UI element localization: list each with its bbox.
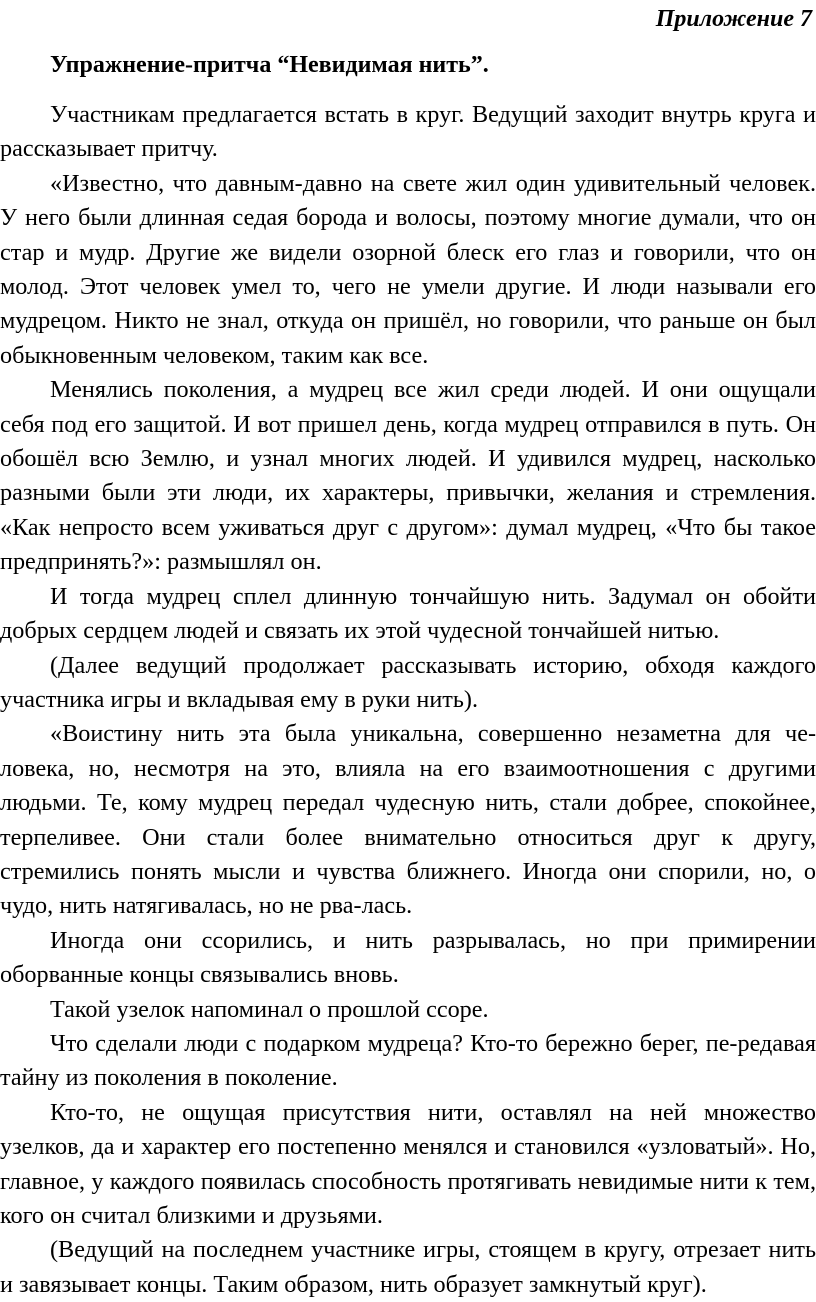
paragraph-quarrels: Иногда они ссорились, и нить разрывалась, но при примирении оборванные концы связывались вновь. — [0, 926, 816, 989]
paragraph-gift-question: Что сделали люди с подарком мудреца? Кто-то бережно берег, пе-редавая тайну из поколения в поколение. — [0, 1029, 816, 1092]
paragraph-closing-instruction: (Ведущий на последнем участнике игры, стоящем в кругу, отрезает нить и завязывает концы. Таким образом, нить образует замкнутый круг). — [0, 1236, 816, 1298]
document-body — [0, 98, 816, 1302]
appendix-label: Приложение 7 — [655, 6, 812, 32]
paragraph-thread-woven: И тогда мудрец сплел длинную тончайшую нить. Задумал он обойти добрых сердцем людей и связать их этой чудесной тончайшей нитью. — [0, 582, 816, 645]
paragraph-knotty-character: Кто-то, не ощущая присутствия нити, оставлял на ней множество узелков, да и характер его постепенно менялся и становился «узловатый». Но, главное, у каждого появилась способность протягивать невидимые нити к тем, кого он считал близкими и друзьями. — [0, 1098, 816, 1229]
paragraph-sage-description: «Известно, что давным-давно на свете жил один удивительный человек. У него были длинная седая борода и волосы, поэтому многие думали, что он стар и мудр. Другие же видели озорной блеск его глаз и говорили, что он молод. Этот человек умел то, чего не умели другие. И люди называли его мудрецом. Никто не знал, откуда он пришёл, но говорили, что раньше он был обыкновенным человеком, таким как все. — [0, 169, 816, 369]
paragraph-leader-instruction: (Далее ведущий продолжает рассказывать историю, обходя каждого участника игры и вкладывая ему в руки нить). — [0, 651, 816, 713]
paragraph-generations: Менялись поколения, а мудрец все жил среди людей. И они ощущали себя под его защитой. И вот пришел день, когда мудрец отправился в путь. Он обошёл всю Землю, и узнал многих людей. И удивился мудрец, насколько разными были эти люди, их характеры, привычки, желания и стремления. «Как непросто всем уживаться друг с другом»: думал мудрец, «Что бы такое предпринять?»: размышлял он. — [0, 376, 816, 576]
exercise-title: Упражнение-притча “Невидимая нить”. — [50, 52, 489, 78]
paragraph-intro: Участникам предлагается встать в круг. Ведущий заходит внутрь круга и рассказывает притчу. — [0, 101, 816, 163]
paragraph-knot: Такой узелок напоминал о прошлой ссоре. — [50, 995, 489, 1023]
paragraph-unique-thread: «Воистину нить эта была уникальна, совершенно незаметна для че-ловека, но, несмотря на это, влияла на его взаимоотношения с другими людьми. Те, кому мудрец передал чудесную нить, стали добрее, спокойнее, терпеливее. Они стали более внимательно относиться друг к другу, стремились понять мысли и чувства ближнего. Иногда они спорили, но, о чудо, нить натягивалась, но не рва-лась. — [0, 720, 816, 920]
